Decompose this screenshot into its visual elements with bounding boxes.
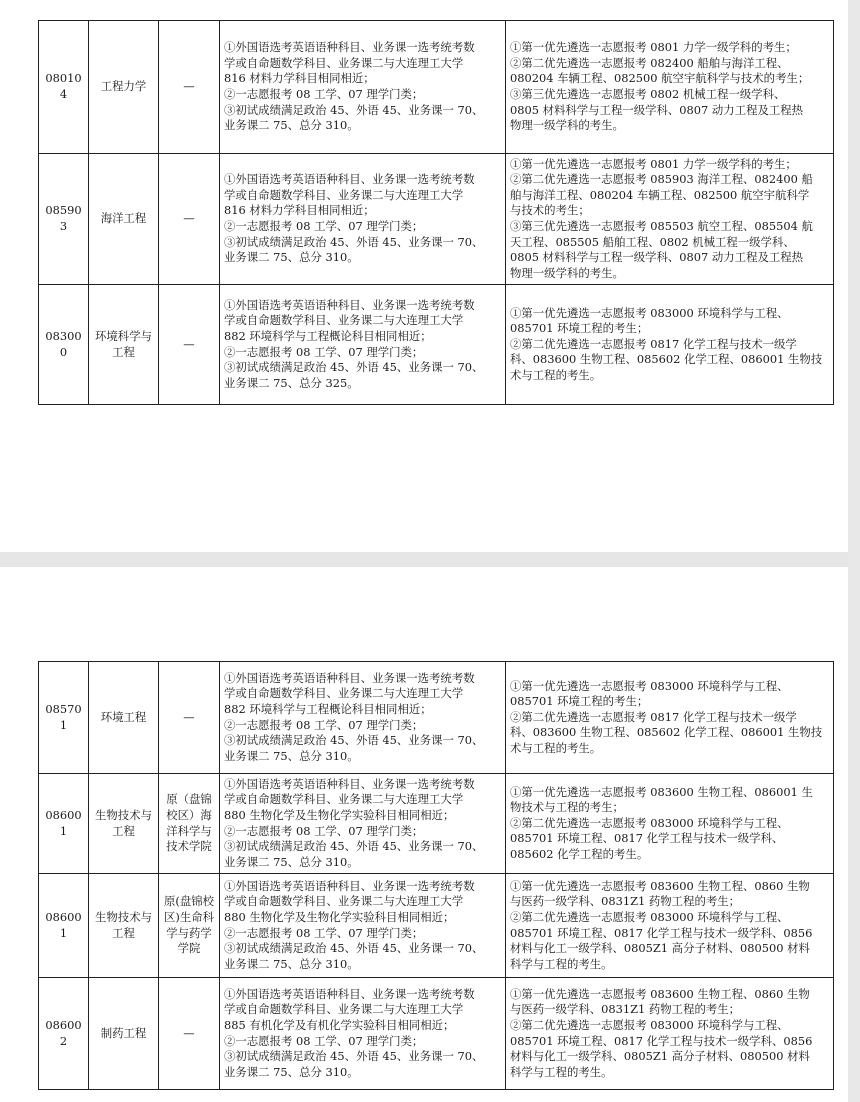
requirement-line: ②一志愿报考 08 工学、07 理学门类； — [224, 925, 424, 940]
priority-line: 与技术的考生； — [510, 203, 590, 218]
requirement-line: 业务课二 75、总分 310。 — [224, 118, 359, 133]
document-page-top — [0, 0, 848, 552]
priority-cell — [506, 774, 834, 874]
priority-line: 科学与工程的考生。 — [510, 956, 613, 971]
priority-line: ②第二优先遴选一志愿报考 083000 环境科学与工程、 — [510, 815, 789, 830]
priority-line: ①第一优先遴选一志愿报考 083600 生物工程、086001 生 — [510, 784, 813, 799]
priority-line: ②第二优先遴选一志愿报考 0817 化学工程与技术一级学 — [510, 336, 797, 351]
requirement-line: 816 材料力学科目相同相近； — [224, 203, 375, 218]
requirement-line: ①外国语选考英语语种科目、业务课一选考统考数 — [224, 776, 475, 791]
requirement-line: 业务课二 75、总分 310。 — [224, 956, 359, 971]
priority-line: 天工程、085505 船舶工程、0802 机械工程一级学科、 — [510, 234, 795, 249]
priority-cell — [506, 154, 834, 285]
priority-line: 科、083600 生物工程、085602 化学工程、086001 生物技 — [510, 352, 823, 367]
requirement-line: ③初试成绩满足政治 45、外语 45、业务课一 70、 — [224, 733, 484, 748]
table-row — [39, 774, 834, 874]
requirement-line: ①外国语选考英语语种科目、业务课一选考统考数 — [224, 297, 475, 312]
requirement-line: ③初试成绩满足政治 45、外语 45、业务课一 70、 — [224, 360, 484, 375]
major-code: 085903 — [39, 154, 89, 285]
requirements-cell — [220, 774, 506, 874]
viewer-edge — [848, 0, 860, 1102]
requirement-line: ③初试成绩满足政治 45、外语 45、业务课一 70、 — [224, 102, 484, 117]
requirement-line: 业务课二 75、总分 310。 — [224, 1064, 359, 1079]
requirements-cell — [220, 874, 506, 978]
major-code: 080104 — [39, 21, 89, 154]
major-name: 制药工程 — [89, 978, 159, 1090]
priority-line: ③第三优先遴选一志愿报考 0802 机械工程一级学科、 — [510, 87, 786, 101]
requirement-line: ②一志愿报考 08 工学、07 理学门类； — [224, 823, 424, 838]
requirements-cell — [220, 662, 506, 774]
table-row — [39, 154, 834, 285]
priority-line: 术与工程的考生。 — [510, 740, 602, 755]
requirement-line: 880 生物化学及生物化学实验科目相同相近； — [224, 807, 455, 822]
priority-line: ①第一优先遴选一志愿报考 083000 环境科学与工程、 — [510, 678, 789, 693]
table-row — [39, 978, 834, 1090]
table-row — [39, 662, 834, 774]
requirement-line: ①外国语选考英语语种科目、业务课一选考统考数 — [224, 986, 475, 1001]
priority-line: 材料与化工一级学科、0805Z1 高分子材料、080500 材料 — [510, 941, 810, 956]
major-name: 环境工程 — [89, 662, 159, 774]
requirement-line: 882 环境科学与工程概论科目相同相近； — [224, 328, 432, 343]
priority-line: 术与工程的考生。 — [510, 367, 602, 382]
priority-line: 物理一级学科的考生。 — [510, 118, 624, 133]
priority-line: ③第三优先遴选一志愿报考 085503 航空工程、085504 航 — [510, 219, 813, 233]
requirement-line: ②一志愿报考 08 工学、07 理学门类； — [224, 87, 424, 101]
requirement-line: ②一志愿报考 08 工学、07 理学门类； — [224, 717, 424, 732]
requirement-line: 学或自命题数学科目、业务课二与大连理工大学 — [224, 894, 464, 909]
college-note: 原(盘锦校区)生命科学与药学学院 — [159, 874, 220, 978]
priority-cell — [506, 285, 834, 405]
priority-line: 物理一级学科的考生。 — [510, 265, 624, 280]
requirement-line: 学或自命题数学科目、业务课二与大连理工大学 — [224, 686, 464, 701]
requirement-line: ③初试成绩满足政治 45、外语 45、业务课一 70、 — [224, 234, 484, 249]
priority-line: 080204 车辆工程、082500 航空宇航科学与技术的考生； — [510, 71, 810, 86]
major-name: 工程力学 — [89, 21, 159, 154]
table-row — [39, 285, 834, 405]
major-name: 海洋工程 — [89, 154, 159, 285]
priority-line: 科、083600 生物工程、085602 化学工程、086001 生物技 — [510, 725, 823, 740]
priority-line: 085701 环境工程、0817 化学工程与技术一级学科、 — [510, 831, 784, 846]
priority-line: ②第二优先遴选一志愿报考 085903 海洋工程、082400 船 — [510, 172, 813, 187]
priority-line: 085701 环境工程、0817 化学工程与技术一级学科、0856 — [510, 925, 813, 940]
priority-line: 085602 化学工程的考生。 — [510, 846, 649, 861]
requirements-cell — [220, 978, 506, 1090]
requirement-line: 业务课二 75、总分 325。 — [224, 375, 359, 390]
requirement-line: ②一志愿报考 08 工学、07 理学门类； — [224, 1033, 424, 1048]
requirement-line: 学或自命题数学科目、业务课二与大连理工大学 — [224, 1002, 464, 1017]
major-code: 086001 — [39, 874, 89, 978]
requirements-cell — [220, 154, 506, 285]
college-note: 原（盘锦校区）海洋科学与技术学院 — [159, 774, 220, 874]
requirement-line: 882 环境科学与工程概论科目相同相近； — [224, 701, 432, 716]
requirement-line: ①外国语选考英语语种科目、业务课一选考统考数 — [224, 172, 475, 187]
priority-cell — [506, 662, 834, 774]
requirement-line: 880 生物化学及生物化学实验科目相同相近； — [224, 909, 455, 924]
requirement-line: ②一志愿报考 08 工学、07 理学门类； — [224, 219, 424, 233]
document-page-bottom — [0, 567, 848, 1102]
priority-line: ②第二优先遴选一志愿报考 0817 化学工程与技术一级学 — [510, 709, 797, 724]
requirement-line: ①外国语选考英语语种科目、业务课一选考统考数 — [224, 670, 475, 685]
requirements-cell — [220, 285, 506, 405]
priority-cell — [506, 874, 834, 978]
major-code: 086002 — [39, 978, 89, 1090]
requirement-line: ①外国语选考英语语种科目、业务课一选考统考数 — [224, 878, 475, 893]
college-note: — — [159, 21, 220, 154]
priority-cell — [506, 978, 834, 1090]
requirements-cell — [220, 21, 506, 154]
priority-line: ②第二优先遴选一志愿报考 083000 环境科学与工程、 — [510, 1017, 789, 1032]
requirement-line: ③初试成绩满足政治 45、外语 45、业务课一 70、 — [224, 839, 484, 854]
college-note: — — [159, 154, 220, 285]
priority-line: ①第一优先遴选一志愿报考 0801 力学一级学科的考生； — [510, 156, 797, 171]
major-name: 生物技术与工程 — [89, 774, 159, 874]
priority-line: ①第一优先遴选一志愿报考 083000 环境科学与工程、 — [510, 305, 789, 320]
table-row — [39, 874, 834, 978]
requirement-line: 885 有机化学及有机化学实验科目相同相近； — [224, 1017, 455, 1032]
requirement-line: ①外国语选考英语语种科目、业务课一选考统考数 — [224, 40, 475, 55]
priority-line: ①第一优先遴选一志愿报考 0801 力学一级学科的考生； — [510, 40, 797, 55]
priority-line: 物技术与工程的考生； — [510, 800, 624, 815]
major-code: 083000 — [39, 285, 89, 405]
priority-line: 085701 环境工程的考生； — [510, 694, 649, 709]
major-name: 环境科学与工程 — [89, 285, 159, 405]
priority-line: ②第二优先遴选一志愿报考 083000 环境科学与工程、 — [510, 909, 789, 924]
college-note: — — [159, 978, 220, 1090]
requirement-line: 学或自命题数学科目、业务课二与大连理工大学 — [224, 313, 464, 328]
priority-line: ②第二优先遴选一志愿报考 082400 船舶与海洋工程、 — [510, 55, 789, 70]
major-code: 085701 — [39, 662, 89, 774]
requirement-line: ③初试成绩满足政治 45、外语 45、业务课一 70、 — [224, 1049, 484, 1064]
college-note: — — [159, 285, 220, 405]
major-name: 生物技术与工程 — [89, 874, 159, 978]
requirement-line: 业务课二 75、总分 310。 — [224, 250, 359, 265]
priority-line: ①第一优先遴选一志愿报考 083600 生物工程、0860 生物 — [510, 986, 810, 1001]
adjustment-table-bottom — [38, 661, 834, 1090]
priority-line: 与医药一级学科、0831Z1 药物工程的考生； — [510, 1002, 741, 1017]
priority-line: 085701 环境工程、0817 化学工程与技术一级学科、0856 — [510, 1033, 813, 1048]
requirement-line: 学或自命题数学科目、业务课二与大连理工大学 — [224, 187, 464, 202]
priority-line: ①第一优先遴选一志愿报考 083600 生物工程、0860 生物 — [510, 878, 810, 893]
college-note: — — [159, 662, 220, 774]
priority-line: 舶与海洋工程、080204 车辆工程、082500 航空宇航科学 — [510, 187, 810, 202]
requirement-line: 业务课二 75、总分 310。 — [224, 748, 359, 763]
priority-line: 085701 环境工程的考生； — [510, 321, 649, 336]
table-row — [39, 21, 834, 154]
priority-line: 科学与工程的考生。 — [510, 1064, 613, 1079]
priority-line: 材料与化工一级学科、0805Z1 高分子材料、080500 材料 — [510, 1049, 810, 1064]
requirement-line: ②一志愿报考 08 工学、07 理学门类； — [224, 344, 424, 359]
adjustment-table-top — [38, 20, 834, 405]
priority-cell — [506, 21, 834, 154]
requirement-line: 学或自命题数学科目、业务课二与大连理工大学 — [224, 792, 464, 807]
requirement-line: 业务课二 75、总分 310。 — [224, 854, 359, 869]
priority-line: 0805 材料科学与工程一级学科、0807 动力工程及工程热 — [510, 250, 804, 265]
major-code: 086001 — [39, 774, 89, 874]
requirement-line: ③初试成绩满足政治 45、外语 45、业务课一 70、 — [224, 941, 484, 956]
priority-line: 0805 材料科学与工程一级学科、0807 动力工程及工程热 — [510, 102, 804, 117]
page-separator — [0, 552, 860, 567]
requirement-line: 816 材料力学科目相同相近； — [224, 71, 375, 86]
requirement-line: 学或自命题数学科目、业务课二与大连理工大学 — [224, 55, 464, 70]
priority-line: 与医药一级学科、0831Z1 药物工程的考生； — [510, 894, 741, 909]
